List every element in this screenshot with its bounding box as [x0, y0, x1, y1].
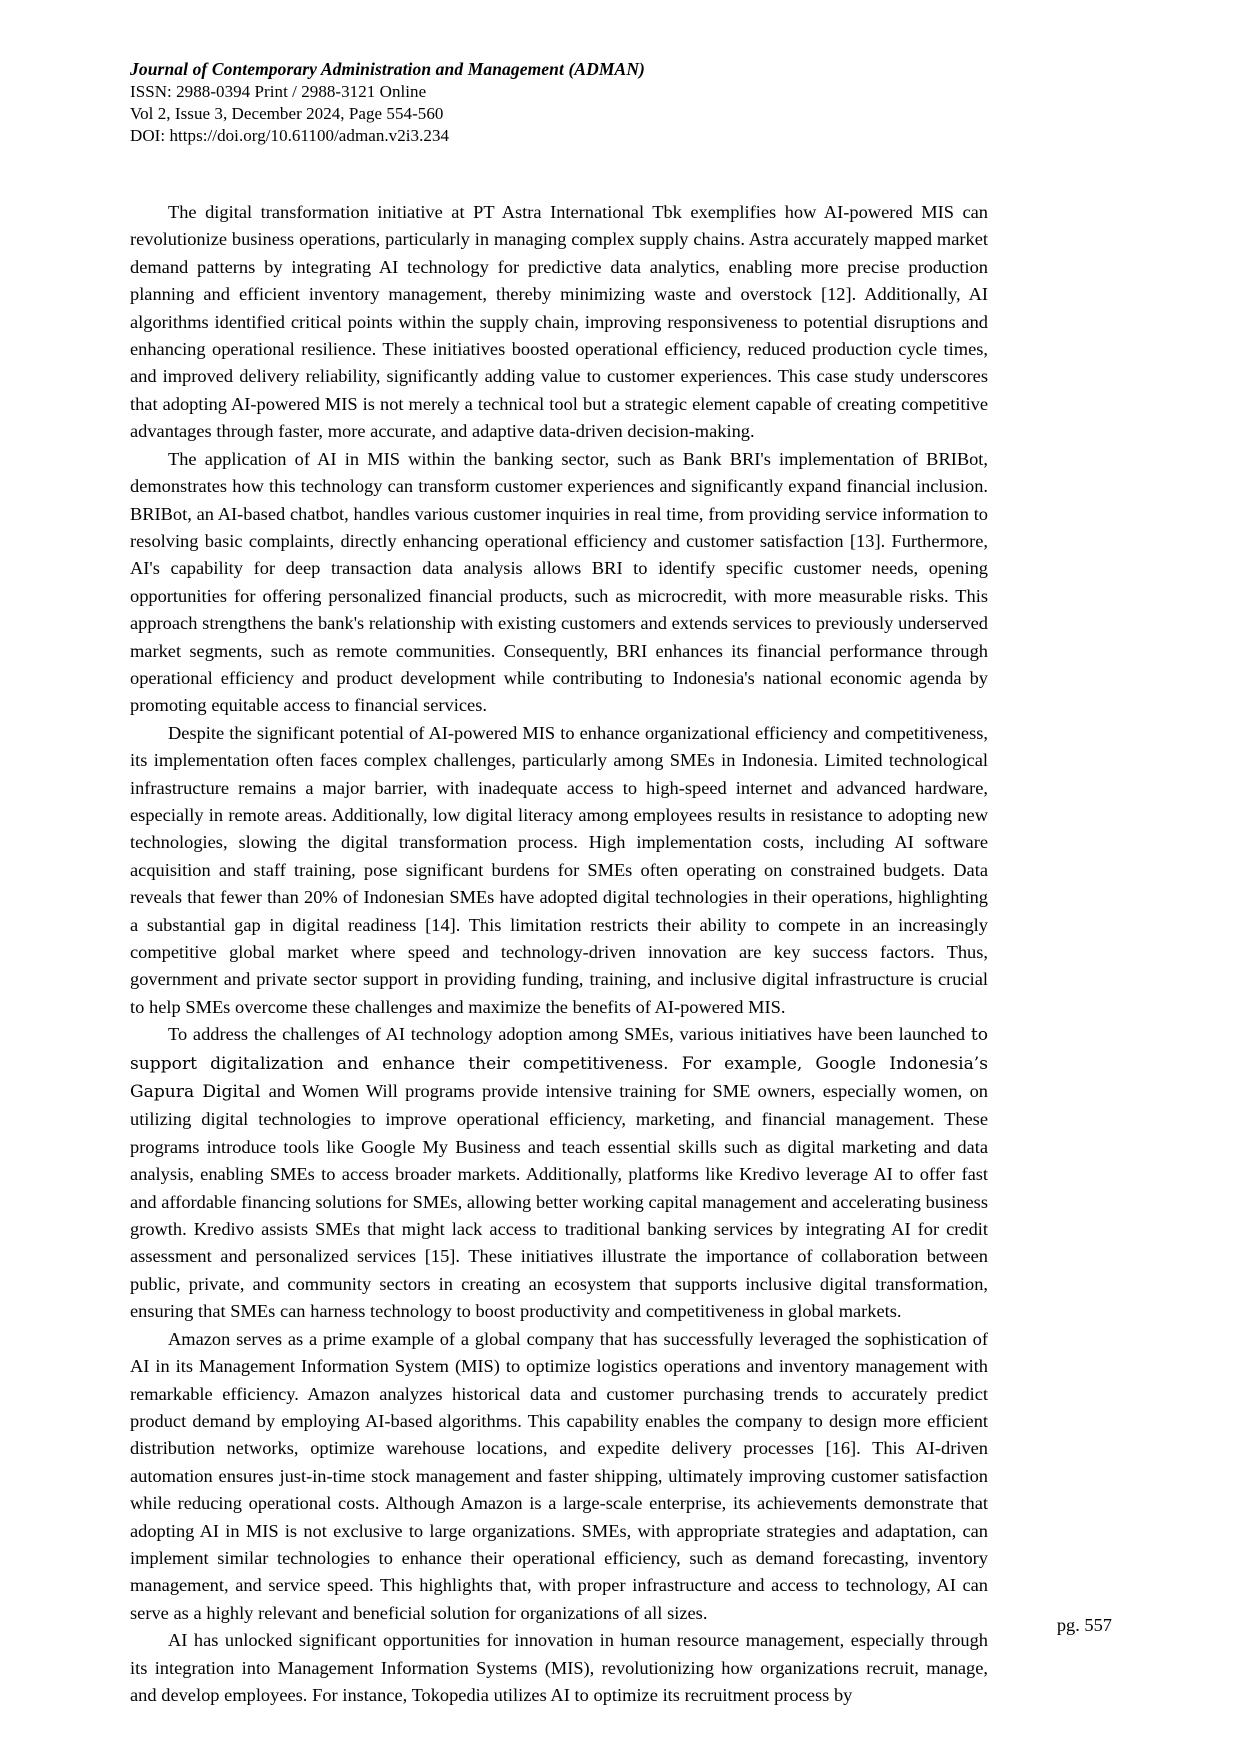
body-paragraph: The application of AI in MIS within the banking sector, such as Bank BRI's implementation of BRIBot, demonstrates how this technology can transform customer experiences and significantly expand financial inclusion. BRIBot, an AI-based chatbot, handles various customer inquiries in real time, from providing service information to resolving basic complaints, directly enhancing operational efficiency and customer satisfaction [13]. Furthermore, AI's capability for deep transaction data analysis allows BRI to identify specific customer needs, opening opportunities for offering personalized financial products, such as microcredit, with more measurable risks. This approach strengthens the bank's relationship with existing customers and extends services to previously underserved market segments, such as remote communities. Consequently, BRI enhances its financial performance through operational efficiency and product development while contributing to Indonesia's national economic agenda by promoting equitable access to financial services. — [130, 448, 988, 716]
body-paragraph-google-initiatives — [130, 1021, 988, 1325]
body-paragraph: The digital transformation initiative at PT Astra International Tbk exemplifies how AI-powered MIS can revolutionize business operations, particularly in managing complex supply chains. Astra accurately mapped market demand patterns by integrating AI technology for predictive data analytics, enabling more precise production planning and efficient inventory management, thereby minimizing waste and overstock [12]. Additionally, AI algorithms identified critical points within the supply chain, improving responsiveness to potential disruptions and enhancing operational resilience. These initiatives boosted operational efficiency, reduced production cycle times, and improved delivery reliability, significantly adding value to customer experiences. This case study underscores that adopting AI-powered MIS is not merely a technical tool but a strategic element capable of creating competitive advantages through faster, more accurate, and adaptive data-driven decision-making. — [130, 202, 988, 442]
journal-title: Journal of Contemporary Administration and Management (ADMAN) — [130, 59, 645, 79]
paragraph-alt-font-line: to support digitalization and enhance their competitiveness. For example, Google Indonesia’s Gapura Digital — [130, 1025, 988, 1103]
body-paragraph: Amazon serves as a prime example of a global company that has successfully leveraged the sophistication of AI in its Management Information System (MIS) to optimize logistics operations and inventory management with remarkable efficiency. Amazon analyzes historical data and customer purchasing trends to accurately predict product demand by employing AI-based algorithms. This capability enables the company to design more efficient distribution networks, optimize warehouse locations, and expedite delivery processes [16]. This AI-driven automation ensures just-in-time stock management and faster shipping, ultimately improving customer satisfaction while reducing operational costs. Although Amazon is a large-scale enterprise, its achievements demonstrate that adopting AI in MIS is not exclusive to large organizations. SMEs, with appropriate strategies and adaptation, can implement similar technologies to enhance their operational efficiency, such as demand forecasting, inventory management, and service speed. This highlights that, with proper infrastructure and access to technology, AI can serve as a highly relevant and beneficial solution for organizations of all sizes. — [130, 1328, 988, 1623]
body-paragraph: Despite the significant potential of AI-powered MIS to enhance organizational efficiency and competitiveness, its implementation often faces complex challenges, particularly among SMEs in Indonesia. Limited technological infrastructure remains a major barrier, with inadequate access to high-speed internet and advanced hardware, especially in remote areas. Additionally, low digital literacy among employees results in resistance to adopting new technologies, slowing the digital transformation process. High implementation costs, including AI software acquisition and staff training, pose significant burdens for SMEs often operating on constrained budgets. Data reveals that fewer than 20% of Indonesian SMEs have adopted digital technologies in their operations, highlighting a substantial gap in digital readiness [14]. This limitation restricts their ability to compete in an increasingly competitive global market where speed and technology-driven innovation are key success factors. Thus, government and private sector support in providing funding, training, and inclusive digital infrastructure is crucial to help SMEs overcome these challenges and maximize the benefits of AI-powered MIS. — [130, 722, 988, 1017]
journal-issn: ISSN: 2988-0394 Print / 2988-3121 Online — [130, 81, 427, 101]
journal-masthead — [130, 58, 1112, 147]
body-paragraph: AI has unlocked significant opportunities for innovation in human resource management, especially through its integration into Management Information Systems (MIS), revolutionizing how organizations recruit, manage, and develop employees. For instance, Tokopedia utilizes AI to optimize its recruitment process by — [130, 1630, 988, 1705]
journal-volume-issue: Vol 2, Issue 3, December 2024, Page 554-560 — [130, 103, 444, 123]
page-number-footer: pg. 557 — [1056, 1615, 1112, 1635]
article-body — [130, 199, 988, 1709]
paragraph-rest-text: and Women Will programs provide intensive training for SME owners, especially women, on utilizing digital technologies to improve operational efficiency, marketing, and financial management. These programs introduce tools like Google My Business and teach essential skills such as digital marketing and data analysis, enabling SMEs to access broader markets. Additionally, platforms like Kredivo leverage AI to offer fast and affordable financing solutions for SMEs, allowing better working capital management and accelerating business growth. Kredivo assists SMEs that might lack access to traditional banking services by integrating AI for credit assessment and personalized services [15]. These initiatives illustrate the importance of collaboration between public, private, and community sectors in creating an ecosystem that supports inclusive digital transformation, ensuring that SMEs can harness technology to boost productivity and competitiveness in global markets. — [130, 1081, 989, 1322]
journal-doi: DOI: https://doi.org/10.61100/adman.v2i3.234 — [130, 125, 450, 145]
paragraph-lead-text: To address the challenges of AI technology adoption among SMEs, various initiatives have been launched — [168, 1024, 971, 1045]
